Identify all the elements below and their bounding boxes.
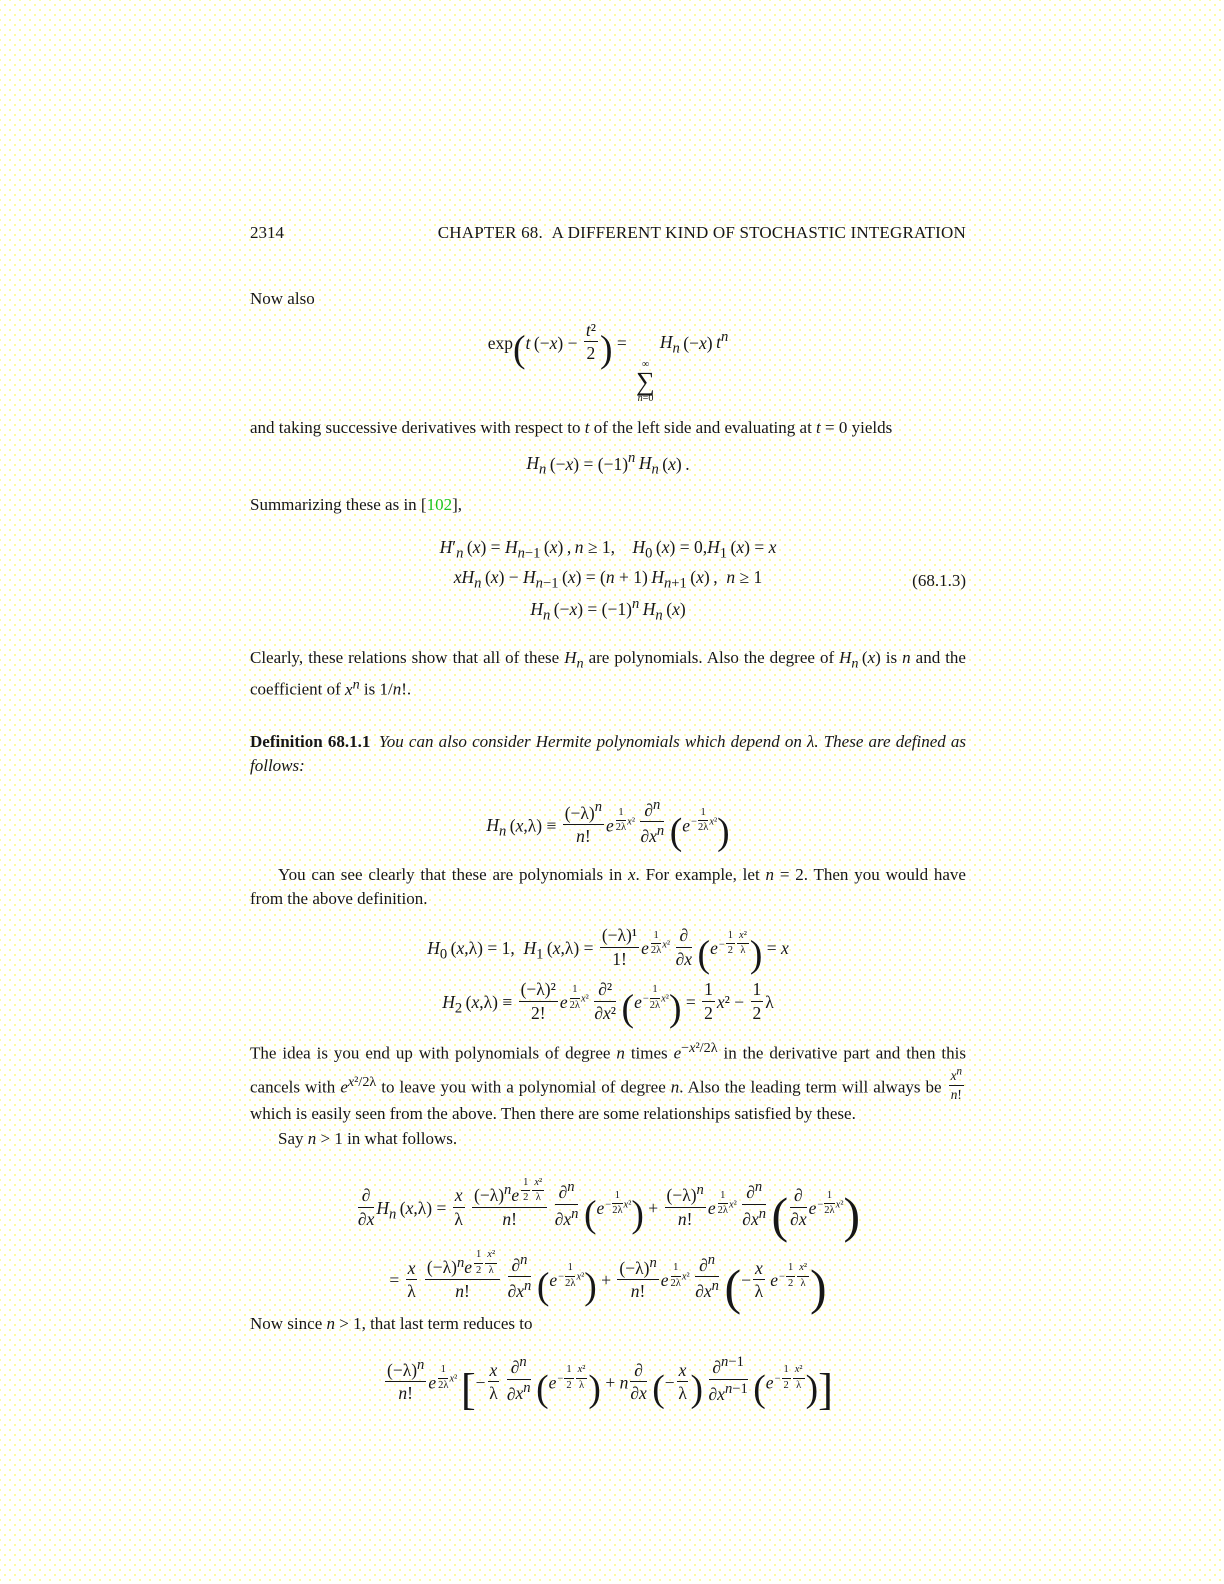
equation-recurrence-line-3: $H_n$ $(-x) = (-1)^n$ $H_n$ (x) [530,596,686,624]
equation-parity: $H_n$ $(-x) = (-1)^n$ $H_n$ (x) . [526,450,690,478]
definition-text: You can also consider Hermite polynomials which depend on λ. These are defined as follows: [250,732,966,776]
definition-label: Definition 68.1.1 [250,732,371,752]
definition-68-1-1 [250,730,966,779]
paragraph-summarizing [250,493,966,517]
equation-last-term: $\frac{(-\lambda)^n}{n!}$ e $\frac{1}{2\lambda}$ x² [− $\frac{x}{\lambda}$ $\frac{\partial^n}{\partial x^n}$ (e− $\frac{1}{2}$ $\frac{\text{x²}}{\lambda}$ ) + n ∂ ∂x (− $\frac{x}{\lambda}$ ) $\frac{\partial^{n-1}}{\partial x^{n-1}}$ (e− $\frac{1}{2}$ $\frac{\text{x²}}{\lambda}$ )] [387,1354,833,1415]
paragraph-polynomials-in-x: You can see clearly that these are polynomials in x. For example, let n = 2. Then you would have from the above definition. [250,864,966,908]
equation-h0-h1: $H_0$ (x,λ) = 1, $H_1$ (x,λ) = $\frac{\text{(−λ)¹}}{1!}$ e $\frac{1}{2\lambda}$ x² ∂ ∂x (e− $\frac{1}{2}$ $\frac{\text{x²}}{\lambda}$ ) = x [427,925,789,976]
paragraph-idea: The idea is you end up with polynomials of degree n times $e^{-x^2/2\lambda}$ in the derivative part and then this cancels with $e^{x^2/2\lambda}$ to leave you with a polynomial of degree n. Also the leading term will always be $\frac{x^n}{n!}$ which is easily seen from the above. Then there are some relationships satisfied by these. [250,1039,966,1124]
equation-h2: $H_2$ (x,λ) ≡ $\frac{\text{(−λ)²}}{2!}$ e $\frac{1}{2\lambda}$ x² ∂² ∂x² (e− $\frac{1}{2\lambda}$ x²) = $\frac{1}{2}$ x² − $\frac{1}{2}$ λ [442,979,774,1031]
equation-recurrence-block [250,535,966,626]
page-number: 2314 [250,223,284,242]
summarizing-pre: Summarizing these as in [ [250,494,427,514]
running-header [250,221,966,245]
equation-recurrence-line-1: $H'_n$ $(x) = H_{n-1}$ (x) , n ≥ 1, $H_0$ $(x) = 0,H_1$ (x) = x [439,537,777,562]
citation-link-102[interactable]: 102 [426,494,453,514]
paragraph-say-n: Say n > 1 in what follows. [278,1128,458,1148]
chapter-title: CHAPTER 68. A DIFFERENT KIND OF STOCHASTIC INTEGRATION [437,223,966,242]
equation-derivative-expansion-2: = $\frac{x}{\lambda}$ $(-\lambda)^ne$ $\frac{1}{2}$ $\frac{\text{x²}}{\lambda}$ n! $\frac{\partial^n}{\partial x^n}$ (e− $\frac{1}{2\lambda}$ x²) + $\frac{(-\lambda)^n}{n!}$ e $\frac{1}{2\lambda}$ x² $\frac{\partial^n}{\partial x^n}$ (− $\frac{x}{\lambda}$ e− $\frac{1}{2}$ $\frac{\text{x²}}{\lambda}$ ) [389,1249,827,1316]
paragraph-now-since: Now since n > 1, that last term reduces to [250,1313,533,1333]
paragraph-derivatives: and taking successive derivatives with respect to t of the left side and evaluating at t = 0 yields [250,418,893,438]
equation-derivative-expansion: ∂ ∂x $H_n$ (x,λ) = $\frac{x}{\lambda}$ $(-\lambda)^ne$ $\frac{1}{2}$ $\frac{\text{x²}}{\lambda}$ n! $\frac{\partial^n}{\partial x^n}$ (e− $\frac{1}{2\lambda}$ x²) + $\frac{(-\lambda)^n}{n!}$ e $\frac{1}{2\lambda}$ x² $\frac{\partial^n}{\partial x^n}$ ( ∂ ∂x e− $\frac{1}{2\lambda}$ x²) [357,1177,861,1243]
paragraph-clearly: Clearly, these relations show that all of these $H_n$ are polynomials. Also the degree of $H_n$ (x) is n and the coefficient of $x^n$ is 1/n!. [250,648,966,699]
text-block [250,0,966,1415]
equation-recurrence-line-2: $xH_n$ $(x) - H_{n-1}$ (x) = (n + 1) $H_{n+1}$ (x) , n ≥ 1 [453,566,763,592]
equation-number-68-1-3: (68.1.3) [912,570,966,590]
paragraph-now-also: Now also [250,289,315,309]
summarizing-post: ], [452,494,462,514]
equation-hermite-lambda-definition: $H_n$ (x,λ) ≡ $\frac{(-\lambda)^n}{n!}$ e $\frac{1}{2\lambda}$ x² $\frac{\partial^n}{\partial x^n}$ (e− $\frac{1}{2\lambda}$ x²) [486,796,730,853]
equation-generating-function: exp(t (−x) − $\frac{\text{t²}}{2}$ ) = ∞ ∑ n=0 $H_n$ (−x) $t^n$ [487,319,729,405]
